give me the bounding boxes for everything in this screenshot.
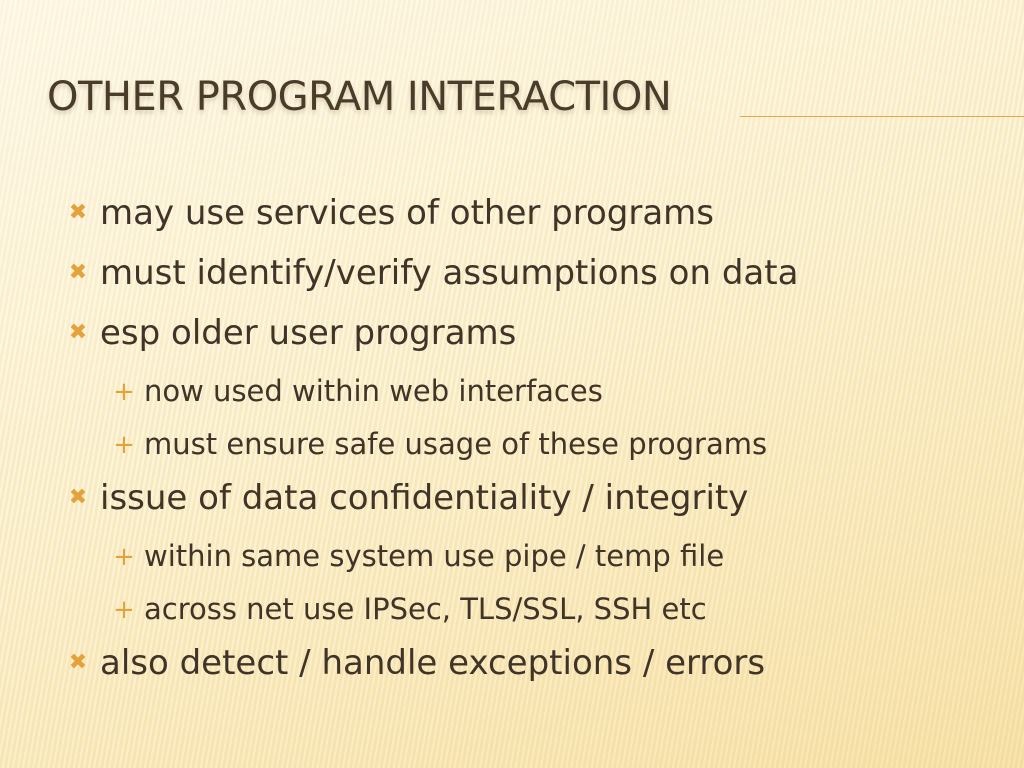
plus-bullet-icon: + (113, 542, 135, 572)
bullet-item (64, 193, 714, 233)
x-bullet-icon: ✖ (68, 200, 88, 225)
bullet-text: esp older user programs (100, 313, 517, 353)
bullet-text: also detect / handle exceptions / errors (100, 643, 766, 683)
plus-bullet-icon: + (113, 430, 135, 460)
sub-bullet-text: within same system use pipe / temp file (144, 539, 725, 573)
x-bullet-icon: ✖ (68, 650, 88, 675)
bullet-item (64, 313, 516, 353)
x-bullet-icon: ✖ (68, 485, 88, 510)
bullet-item (64, 643, 765, 683)
sub-bullet-item (113, 592, 707, 626)
bullet-item (64, 253, 798, 293)
x-bullet-icon: ✖ (68, 260, 88, 285)
sub-bullet-item (113, 427, 767, 461)
sub-bullet-text: must ensure safe usage of these programs (144, 427, 768, 461)
sub-bullet-item (113, 539, 724, 573)
bullet-item (64, 478, 748, 518)
slide-title: OTHER PROGRAM INTERACTION (47, 74, 672, 120)
bullet-text: issue of data confidentiality / integrity (100, 478, 749, 518)
sub-bullet-text: across net use IPSec, TLS/SSL, SSH etc (144, 592, 707, 626)
bullet-text: must identify/verify assumptions on data (100, 253, 799, 293)
sub-bullet-item (113, 374, 603, 408)
plus-bullet-icon: + (113, 595, 135, 625)
bullet-text: may use services of other programs (100, 193, 714, 233)
sub-bullet-text: now used within web interfaces (144, 374, 603, 408)
plus-bullet-icon: + (113, 377, 135, 407)
x-bullet-icon: ✖ (68, 320, 88, 345)
